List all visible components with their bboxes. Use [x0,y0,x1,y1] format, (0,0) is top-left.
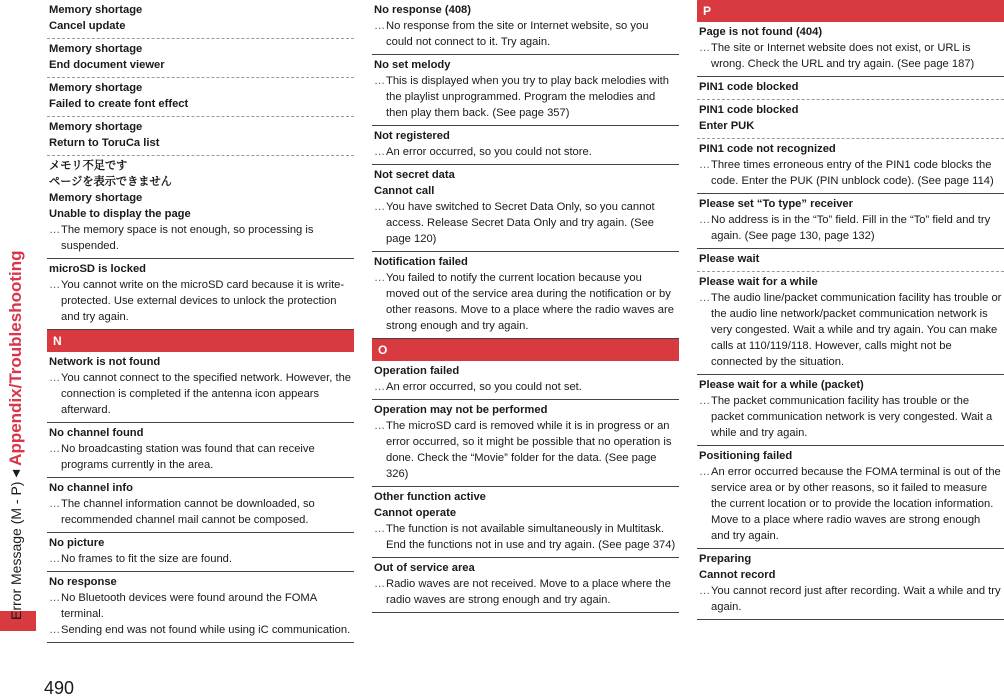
error-message-title: Enter PUK [699,120,755,132]
error-message-title: Cannot record [699,569,776,581]
error-entry [47,352,354,423]
column-2 [372,0,679,613]
error-description: … The audio line/packet communication facility has trouble or the audio line network/packet communication network is very congested. Wait a while and try again. You can make calls at 110/119/118. However, calls might not be connected by the situation. [699,290,1002,370]
error-entry [697,100,1004,139]
error-entry [47,39,354,78]
error-entry [697,549,1004,620]
section-letter-header: O [372,339,679,361]
error-description: … No frames to fit the size are found. [49,551,352,567]
arrow-icon: ◀ [10,469,22,478]
error-description: … The packet communication facility has trouble or the packet communication network is very congested. Wait a while and try again. [699,393,1002,441]
error-message-title: No picture [49,537,105,549]
error-message-title: Page is not found (404) [699,26,823,38]
error-entry [47,533,354,572]
error-message-title: Other function active [374,491,486,503]
error-message-title: Cannot call [374,185,435,197]
error-message-title: Not secret data [374,169,455,181]
error-entry [372,252,679,339]
error-message-title: ページを表示できません [49,176,172,188]
error-message-title: Operation may not be performed [374,404,548,416]
error-description: … Three times erroneous entry of the PIN1 code blocks the code. Enter the PUK (PIN unblock code). (See page 114) [699,157,1002,189]
error-description: … The site or Internet website does not exist, or URL is wrong. Check the URL and try again. (See page 187) [699,40,1002,72]
error-description: … No response from the site or Internet website, so you could not connect to it. Try again. [374,18,677,50]
error-description: … The microSD card is removed while it is in progress or an error occurred, so it might be possible that no operation is done. Check the “Movie” folder for the data. (See page 326) [374,418,677,482]
error-message-title: No response [49,576,117,588]
error-message-title: Preparing [699,553,752,565]
error-description: … You cannot write on the microSD card because it is write-protected. Use external devices to unlock the protection and try again. [49,277,352,325]
error-entry [372,165,679,252]
column-1 [47,0,354,643]
error-message-title: Not registered [374,130,450,142]
error-message-title: Positioning failed [699,450,793,462]
error-message-title: Please wait for a while [699,276,818,288]
section-title: Appendix/Troubleshooting [6,250,25,466]
error-message-title: No response (408) [374,4,471,16]
error-message-title: Unable to display the page [49,208,191,220]
error-entry [697,77,1004,100]
error-message-title: PIN1 code blocked [699,104,799,116]
error-description: … You cannot record just after recording. Wait a while and try again. [699,583,1002,615]
error-message-title: No channel found [49,427,144,439]
error-entry [697,194,1004,249]
error-description: … The memory space is not enough, so processing is suspended. [49,222,352,254]
error-description: … This is displayed when you try to play back melodies with the playlist unprogrammed. Program the melodies and then play them back. (See page 357) [374,73,677,121]
error-description: … No Bluetooth devices were found around the FOMA terminal. [49,590,352,622]
error-description: … An error occurred because the FOMA terminal is out of the service area or by other reasons, so it failed to measure the current location or to provide the location information. Move to a place where radio waves are strong enough and try again. [699,464,1002,544]
error-description: … Radio waves are not received. Move to a place where the radio waves are strong enough and try again. [374,576,677,608]
error-message-title: Out of service area [374,562,475,574]
error-entry [372,55,679,126]
error-message-title: Please wait for a while (packet) [699,379,864,391]
error-entry [697,375,1004,446]
error-entry [47,117,354,156]
side-tab-label [6,251,26,621]
error-message-title: Memory shortage [49,192,143,204]
error-message-title: メモリ不足です [49,160,128,172]
section-letter-header: N [47,330,354,352]
error-message-title: Failed to create font effect [49,98,189,110]
error-entry [697,139,1004,194]
error-message-title: Network is not found [49,356,161,368]
error-description: … No address is in the “To” field. Fill in the “To” field and try again. (See page 130, page 132) [699,212,1002,244]
error-message-title: Operation failed [374,365,460,377]
error-message-title: Please set “To type” receiver [699,198,854,210]
error-entry [697,249,1004,272]
error-message-title: Memory shortage [49,43,143,55]
error-message-title: Memory shortage [49,82,143,94]
side-tab [0,0,36,698]
error-entry [372,400,679,487]
error-description: … No broadcasting station was found that can receive programs currently in the area. [49,441,352,473]
error-description: … You have switched to Secret Data Only, so you cannot access. Release Secret Data Only and try again. (See page 120) [374,199,677,247]
error-message-title: Please wait [699,253,760,265]
error-message-title: microSD is locked [49,263,146,275]
error-entry [372,126,679,165]
error-entry [47,78,354,117]
error-description: … The channel information cannot be downloaded, so recommended channel mail cannot be composed. [49,496,352,528]
error-description: … The function is not available simultaneously in Multitask. End the functions not in use and try again. (See page 374) [374,521,677,553]
error-entry [47,156,354,259]
error-entry [372,361,679,400]
error-description: … Sending end was not found while using iC communication. [49,622,352,638]
error-entry [697,22,1004,77]
error-message-title: No set melody [374,59,451,71]
error-message-title: No channel info [49,482,133,494]
error-message-title: Cannot operate [374,507,457,519]
error-description: … You cannot connect to the specified network. However, the connection is completed if the antenna icon appears afterward. [49,370,352,418]
error-description: … An error occurred, so you could not store. [374,144,677,160]
error-message-title: Cancel update [49,20,126,32]
error-entry [372,0,679,55]
error-message-title: End document viewer [49,59,165,71]
error-entry [47,0,354,39]
section-letter-header: P [697,0,1004,22]
column-3 [697,0,1004,620]
error-message-title: PIN1 code not recognized [699,143,836,155]
breadcrumb: Error Message (M - P) [8,481,24,620]
error-message-title: Memory shortage [49,121,143,133]
error-entry [372,558,679,613]
error-entry [47,572,354,643]
error-description: … You failed to notify the current location because you moved out of the service area during the notification or by other reasons. Move to a place where the radio waves are strong enough and try again. [374,270,677,334]
error-entry [697,272,1004,375]
error-entry [47,423,354,478]
error-message-title: Return to ToruCa list [49,137,160,149]
error-message-title: Memory shortage [49,4,143,16]
error-description: … An error occurred, so you could not set. [374,379,677,395]
error-entry [47,259,354,330]
page-number: 490 [44,678,75,698]
error-message-title: PIN1 code blocked [699,81,799,93]
error-message-title: Notification failed [374,256,468,268]
error-entry [697,446,1004,549]
error-entry [372,487,679,558]
error-entry [47,478,354,533]
